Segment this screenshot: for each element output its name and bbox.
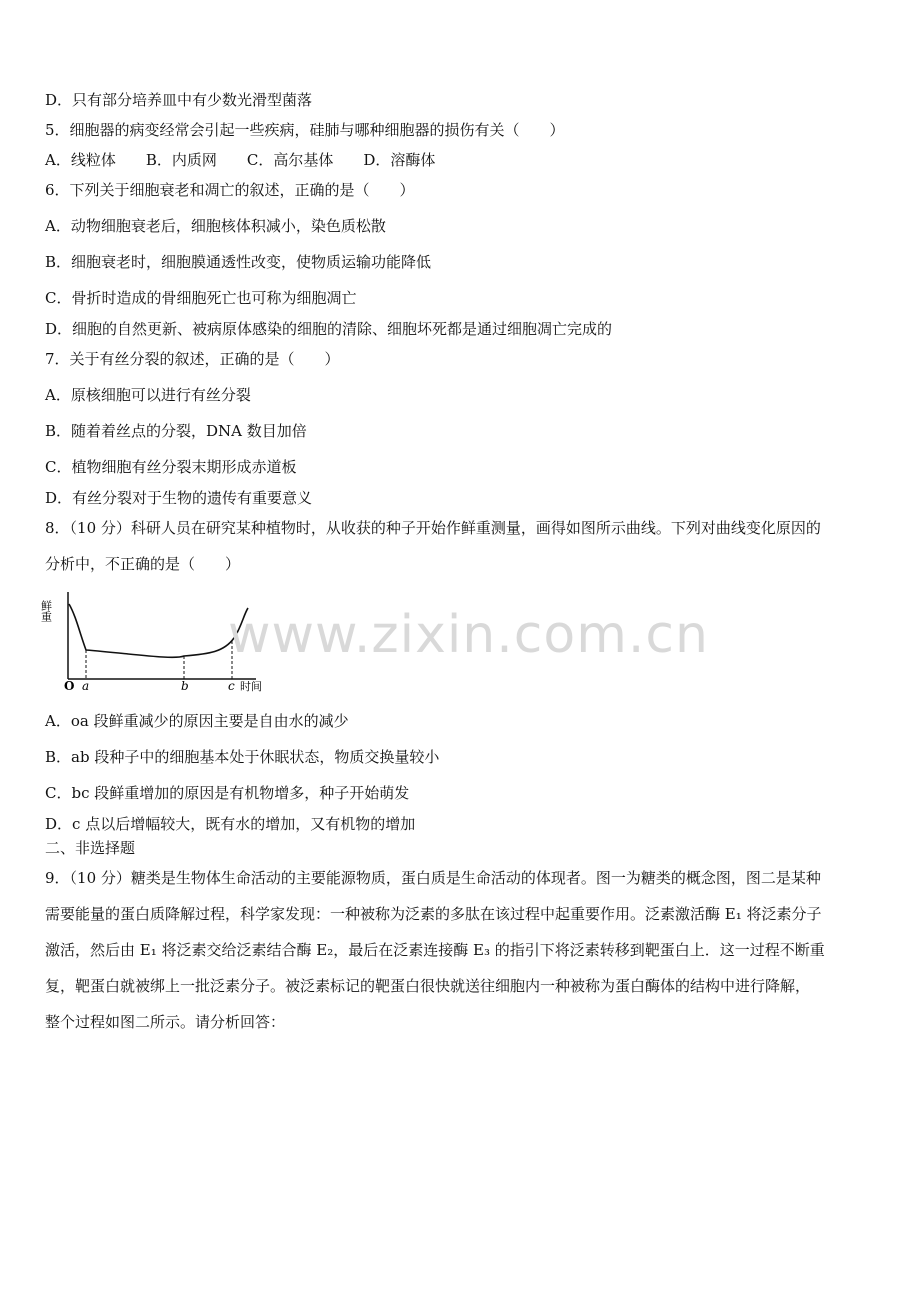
q6-option-c: C．骨折时造成的骨细胞死亡也可称为细胞凋亡: [45, 289, 357, 307]
q9-line5: 整个过程如图二所示。请分析回答：: [45, 1013, 286, 1031]
graph-xlabel: 时间: [240, 680, 262, 693]
q7-option-a: A．原核细胞可以进行有丝分裂: [45, 386, 251, 404]
q6-option-d: D．细胞的自然更新、被病原体感染的细胞的清除、细胞坏死都是通过细胞凋亡完成的: [45, 320, 613, 338]
q8-option-c: C．bc 段鲜重增加的原因是有机物增多，种子开始萌发: [45, 784, 410, 802]
q5-stem: 5．细胞器的病变经常会引起一些疾病，硅肺与哪种细胞器的损伤有关（ ）: [45, 121, 565, 139]
q4-option-d: D．只有部分培养皿中有少数光滑型菌落: [45, 91, 313, 109]
q7-option-d: D．有丝分裂对于生物的遗传有重要意义: [45, 489, 313, 507]
q8-stem-line2: 分析中，不正确的是（ ）: [45, 555, 241, 573]
q7-option-c: C．植物细胞有丝分裂末期形成赤道板: [45, 458, 297, 476]
q8-stem-line1: 8．（10 分）科研人员在研究某种植物时，从收获的种子开始作鲜重测量，画得如图所示曲线。下列对曲线变化原因的: [45, 519, 821, 537]
graph-label-b: b: [181, 679, 189, 693]
graph-ylabel: 鲜重: [39, 600, 53, 622]
q8-option-d: D．c 点以后增幅较大，既有水的增加，又有机物的增加: [45, 815, 416, 833]
graph-origin-label: O: [64, 679, 75, 693]
q9-line4: 复，靶蛋白就被绑上一批泛素分子。被泛素标记的靶蛋白很快就送往细胞内一种被称为蛋白酶体的结构中进行降解，: [45, 977, 811, 995]
q6-option-b: B．细胞衰老时，细胞膜通透性改变，使物质运输功能降低: [45, 253, 432, 271]
section-heading: 二、非选择题: [45, 839, 136, 857]
q7-option-b: B．随着着丝点的分裂，DNA 数目加倍: [45, 422, 307, 440]
q8-option-a: A．oa 段鲜重减少的原因主要是自由水的减少: [45, 712, 349, 730]
q6-option-a: A．动物细胞衰老后，细胞核体积减小，染色质松散: [45, 217, 386, 235]
graph-label-a: a: [82, 679, 90, 693]
q9-line2: 需要能量的蛋白质降解过程，科学家发现：一种被称为泛素的多肽在该过程中起重要作用。泛素激活酶 E₁ 将泛素分子: [45, 905, 822, 923]
q6-stem: 6．下列关于细胞衰老和凋亡的叙述，正确的是（ ）: [45, 181, 415, 199]
graph-label-c: c: [228, 679, 235, 693]
q9-line3: 激活，然后由 E₁ 将泛素交给泛素结合酶 E₂，最后在泛素连接酶 E₃ 的指引下将泛素转移到靶蛋白上．这一过程不断重: [45, 941, 825, 959]
fresh-weight-curve: [69, 604, 248, 657]
watermark: www.zixin.com.cn: [228, 605, 709, 665]
q8-option-b: B．ab 段种子中的细胞基本处于休眠状态，物质交换量较小: [45, 748, 440, 766]
q5-options: A．线粒体 B．内质网 C．高尔基体 D．溶酶体: [45, 151, 436, 169]
q7-stem: 7．关于有丝分裂的叙述，正确的是（ ）: [45, 350, 340, 368]
q9-line1: 9．（10 分）糖类是生物体生命活动的主要能源物质，蛋白质是生命活动的体现者。图一为糖类的概念图，图二是某种: [45, 869, 821, 887]
